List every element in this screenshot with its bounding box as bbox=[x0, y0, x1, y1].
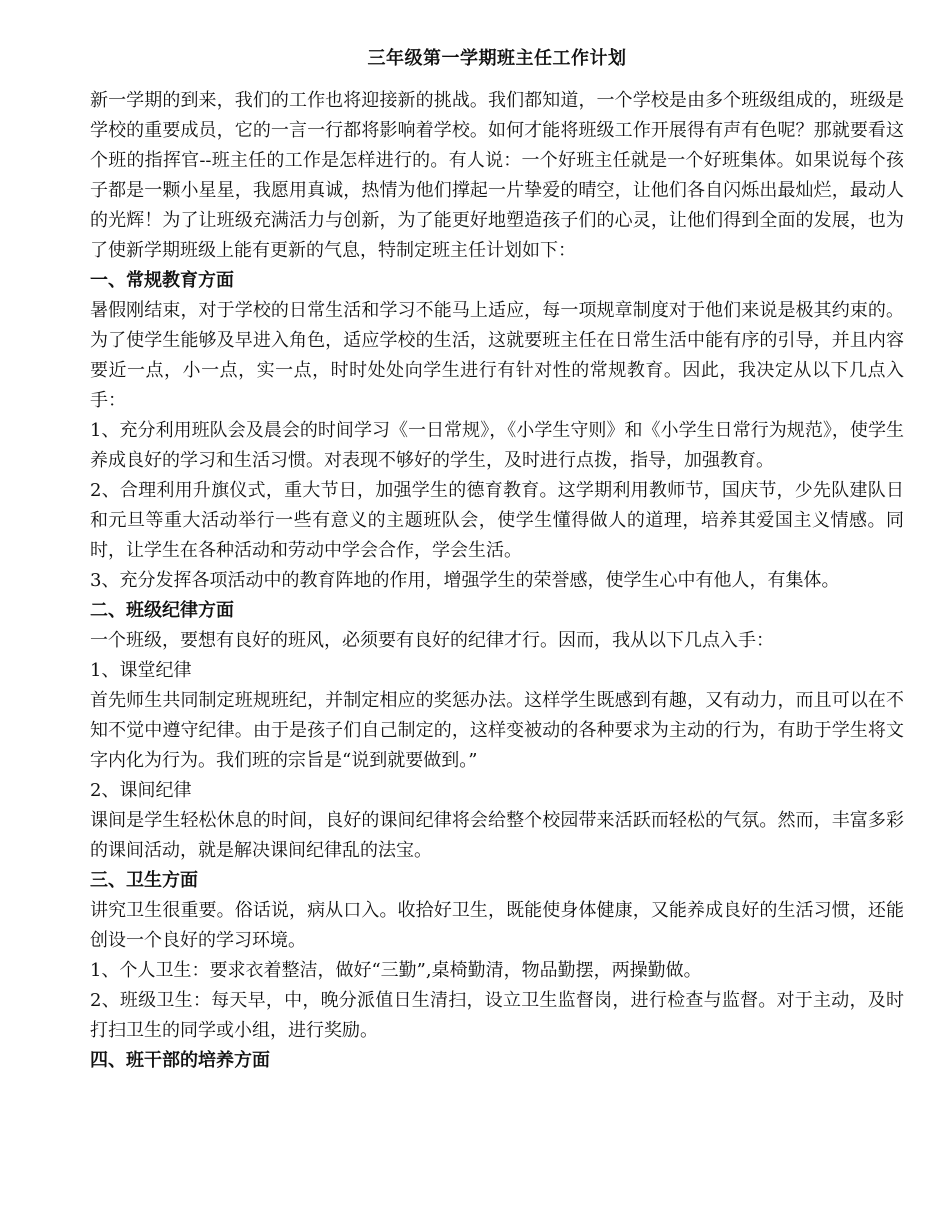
paragraph: 一个班级，要想有良好的班风，必须要有良好的纪律才行。因而，我从以下几点入手： bbox=[90, 630, 774, 651]
list-item: 1、充分利用班队会及晨会的时间学习《一日常规》，《小学生守则》和《小学生日常行为规范》，使学生养成良好的学习和生活习惯。对表现不够好的学生，及时进行点拨，指导，加强教育。 bbox=[90, 420, 904, 471]
paragraph: 暑假刚结束，对于学校的日常生活和学习不能马上适应，每一项规章制度对于他们来说是极其约束的。为了使学生能够及早进入角色，适应学校的生活，这就要班主任在日常生活中能有序的引导，并且内容要近一点，小一点，实一点，时时处处向学生进行有针对性的常规教育。因此，我决定从以下几点入手： bbox=[90, 300, 904, 411]
paragraph: 讲究卫生很重要。俗话说，病从口入。收拾好卫生，既能使身体健康，又能养成良好的生活习惯，还能创设一个良好的学习环境。 bbox=[90, 900, 904, 951]
list-item: 3、充分发挥各项活动中的教育阵地的作用，增强学生的荣誉感，使学生心中有他人，有集体。 bbox=[90, 570, 840, 591]
section-heading-hygiene: 三、卫生方面 bbox=[90, 870, 198, 891]
subheading: 2、课间纪律 bbox=[90, 780, 192, 801]
list-item: 1、个人卫生：要求衣着整洁，做好“三勤”,桌椅勤清，物品勤摆，两操勤做。 bbox=[90, 960, 702, 981]
section-heading-routine-education: 一、常规教育方面 bbox=[90, 270, 234, 291]
subheading: 1、课堂纪律 bbox=[90, 660, 192, 681]
list-item: 2、合理利用升旗仪式，重大节日，加强学生的德育教育。这学期利用教师节，国庆节，少先队建队日和元旦等重大活动举行一些有意义的主题班队会，使学生懂得做人的道理，培养其爱国主义情感。同时，让学生在各种活动和劳动中学会合作，学会生活。 bbox=[90, 480, 904, 561]
section-heading-class-cadres: 四、班干部的培养方面 bbox=[90, 1050, 270, 1071]
document-title: 三年级第一学期班主任工作计划 bbox=[367, 48, 627, 69]
paragraph: 课间是学生轻松休息的时间，良好的课间纪律将会给整个校园带来活跃而轻松的气氛。然而，丰富多彩的课间活动，就是解决课间纪律乱的法宝。 bbox=[90, 810, 904, 861]
list-item: 2、班级卫生：每天早，中，晚分派值日生清扫，设立卫生监督岗，进行检查与监督。对于主动，及时打扫卫生的同学或小组，进行奖励。 bbox=[90, 990, 904, 1041]
section-heading-class-discipline: 二、班级纪律方面 bbox=[90, 600, 234, 621]
intro-paragraph: 新一学期的到来，我们的工作也将迎接新的挑战。我们都知道，一个学校是由多个班级组成的，班级是学校的重要成员，它的一言一行都将影响着学校。如何才能将班级工作开展得有声有色呢？那就要看这个班的指挥官--班主任的工作是怎样进行的。有人说：一个好班主任就是一个好班集体。如果说每个孩子都是一颗小星星，我愿用真诚，热情为他们撑起一片挚爱的晴空，让他们各自闪烁出最灿烂，最动人的光辉！为了让班级充满活力与创新，为了能更好地塑造孩子们的心灵，让他们得到全面的发展，也为了使新学期班级上能有更新的气息，特制定班主任计划如下： bbox=[90, 90, 904, 261]
paragraph: 首先师生共同制定班规班纪，并制定相应的奖惩办法。这样学生既感到有趣，又有动力，而且可以在不知不觉中遵守纪律。由于是孩子们自己制定的，这样变被动的各种要求为主动的行为，有助于学生将文字内化为行为。我们班的宗旨是“说到就要做到。” bbox=[90, 690, 904, 771]
